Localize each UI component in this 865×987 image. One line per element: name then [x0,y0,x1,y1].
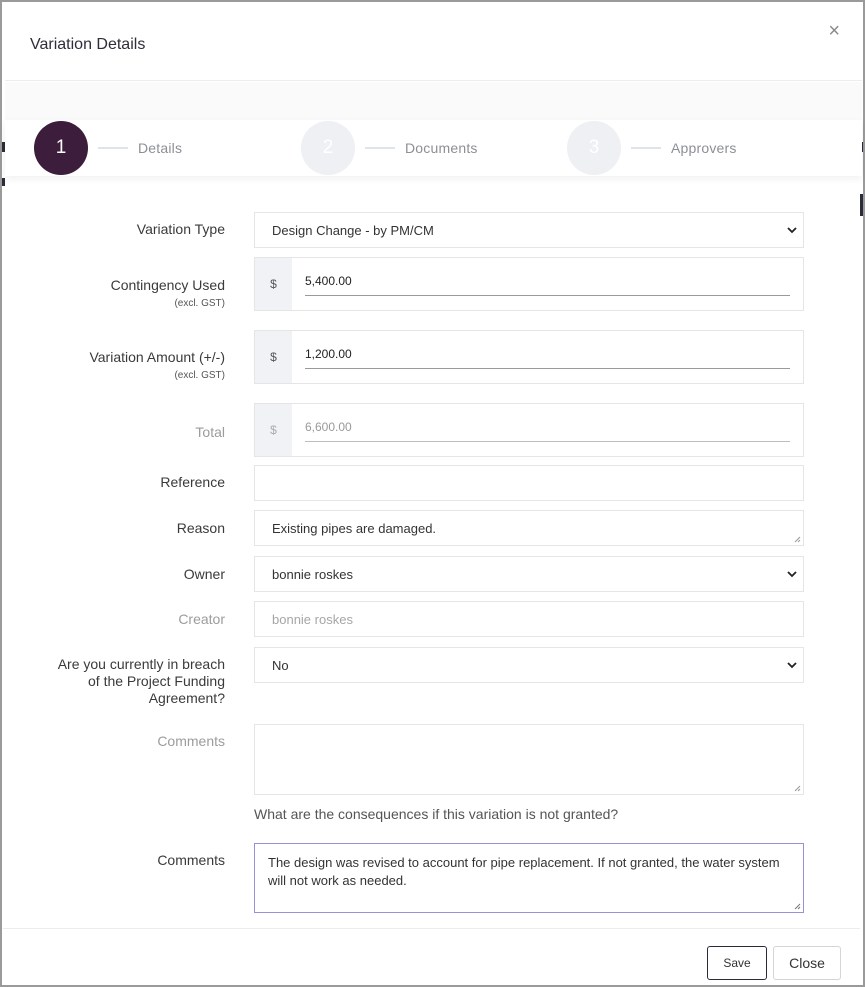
total-label: Total [195,424,225,440]
currency-addon: $ [255,404,292,456]
total-field [254,403,804,457]
step-number: 3 [567,121,621,175]
contingency-used-sublabel: (excl. GST) [174,298,225,309]
comments-label: Comments [157,733,225,749]
reason-label: Reason [176,520,225,536]
chevron-down-icon [785,567,799,581]
variation-amount-sublabel: (excl. GST) [174,370,225,381]
resize-handle-icon [793,784,801,792]
step-label: Details [138,140,183,156]
modal-footer [3,928,860,985]
step-number: 1 [34,121,88,175]
variation-type-select[interactable] [254,212,804,248]
step-connector [631,147,661,149]
header-spacer [5,82,862,120]
input-underline [305,441,790,442]
reason-input[interactable] [254,510,804,546]
close-button[interactable]: Close [773,946,841,980]
variation-amount-label [5,349,225,384]
chevron-down-icon [785,223,799,237]
currency-addon: $ [255,258,292,310]
modal-header [5,5,862,81]
variation-type-value: Design Change - by PM/CM [272,222,434,238]
consequences-comments-value: The design was revised to account for pipe replacement. If not granted, the water system will not work as needed. [268,855,780,888]
step-label: Documents [405,140,478,156]
owner-value: bonnie roskes [272,566,353,582]
creator-field: bonnie roskes [254,601,804,637]
modal-title: Variation Details [30,36,146,53]
total-value: 6,600.00 [305,420,352,434]
step-number: 2 [301,121,355,175]
reason-value: Existing pipes are damaged. [272,520,437,536]
input-underline [305,295,790,296]
breach-value: No [272,657,289,673]
stepper [5,120,862,176]
comments-label: Comments [157,852,225,868]
save-button[interactable]: Save [707,946,767,980]
contingency-used-label [5,277,225,312]
breach-select[interactable] [254,647,804,683]
step-documents[interactable] [301,120,478,176]
step-label: Approvers [671,140,737,156]
breach-label: Are you currently in breach of the Project Funding Agreement? [57,656,225,706]
resize-handle-icon[interactable] [793,902,801,910]
close-icon[interactable]: × [828,20,840,42]
owner-label: Owner [183,566,225,582]
creator-label: Creator [178,611,225,627]
currency-addon: $ [255,331,292,383]
step-connector [98,147,128,149]
contingency-used-label-text: Contingency Used [110,277,225,293]
comments-textarea [254,724,804,795]
resize-handle-icon[interactable] [793,535,801,543]
variation-amount-label-text: Variation Amount (+/-) [89,349,225,365]
owner-select[interactable] [254,556,804,592]
step-approvers[interactable] [567,120,737,176]
reference-label: Reference [160,474,225,490]
step-details[interactable] [34,120,182,176]
consequences-question: What are the consequences if this variation is not granted? [254,806,619,822]
variation-type-label: Variation Type [136,221,225,237]
input-underline [305,368,790,369]
variation-amount-field[interactable] [254,330,804,384]
backdrop-edge [860,194,863,216]
consequences-comments-textarea[interactable] [254,843,804,913]
chevron-down-icon [785,658,799,672]
variation-amount-input[interactable]: 1,200.00 [305,347,352,361]
step-connector [365,147,395,149]
reference-input[interactable] [254,465,804,501]
backdrop-edge [2,178,5,186]
contingency-used-input[interactable]: 5,400.00 [305,274,352,288]
contingency-used-field[interactable] [254,257,804,311]
